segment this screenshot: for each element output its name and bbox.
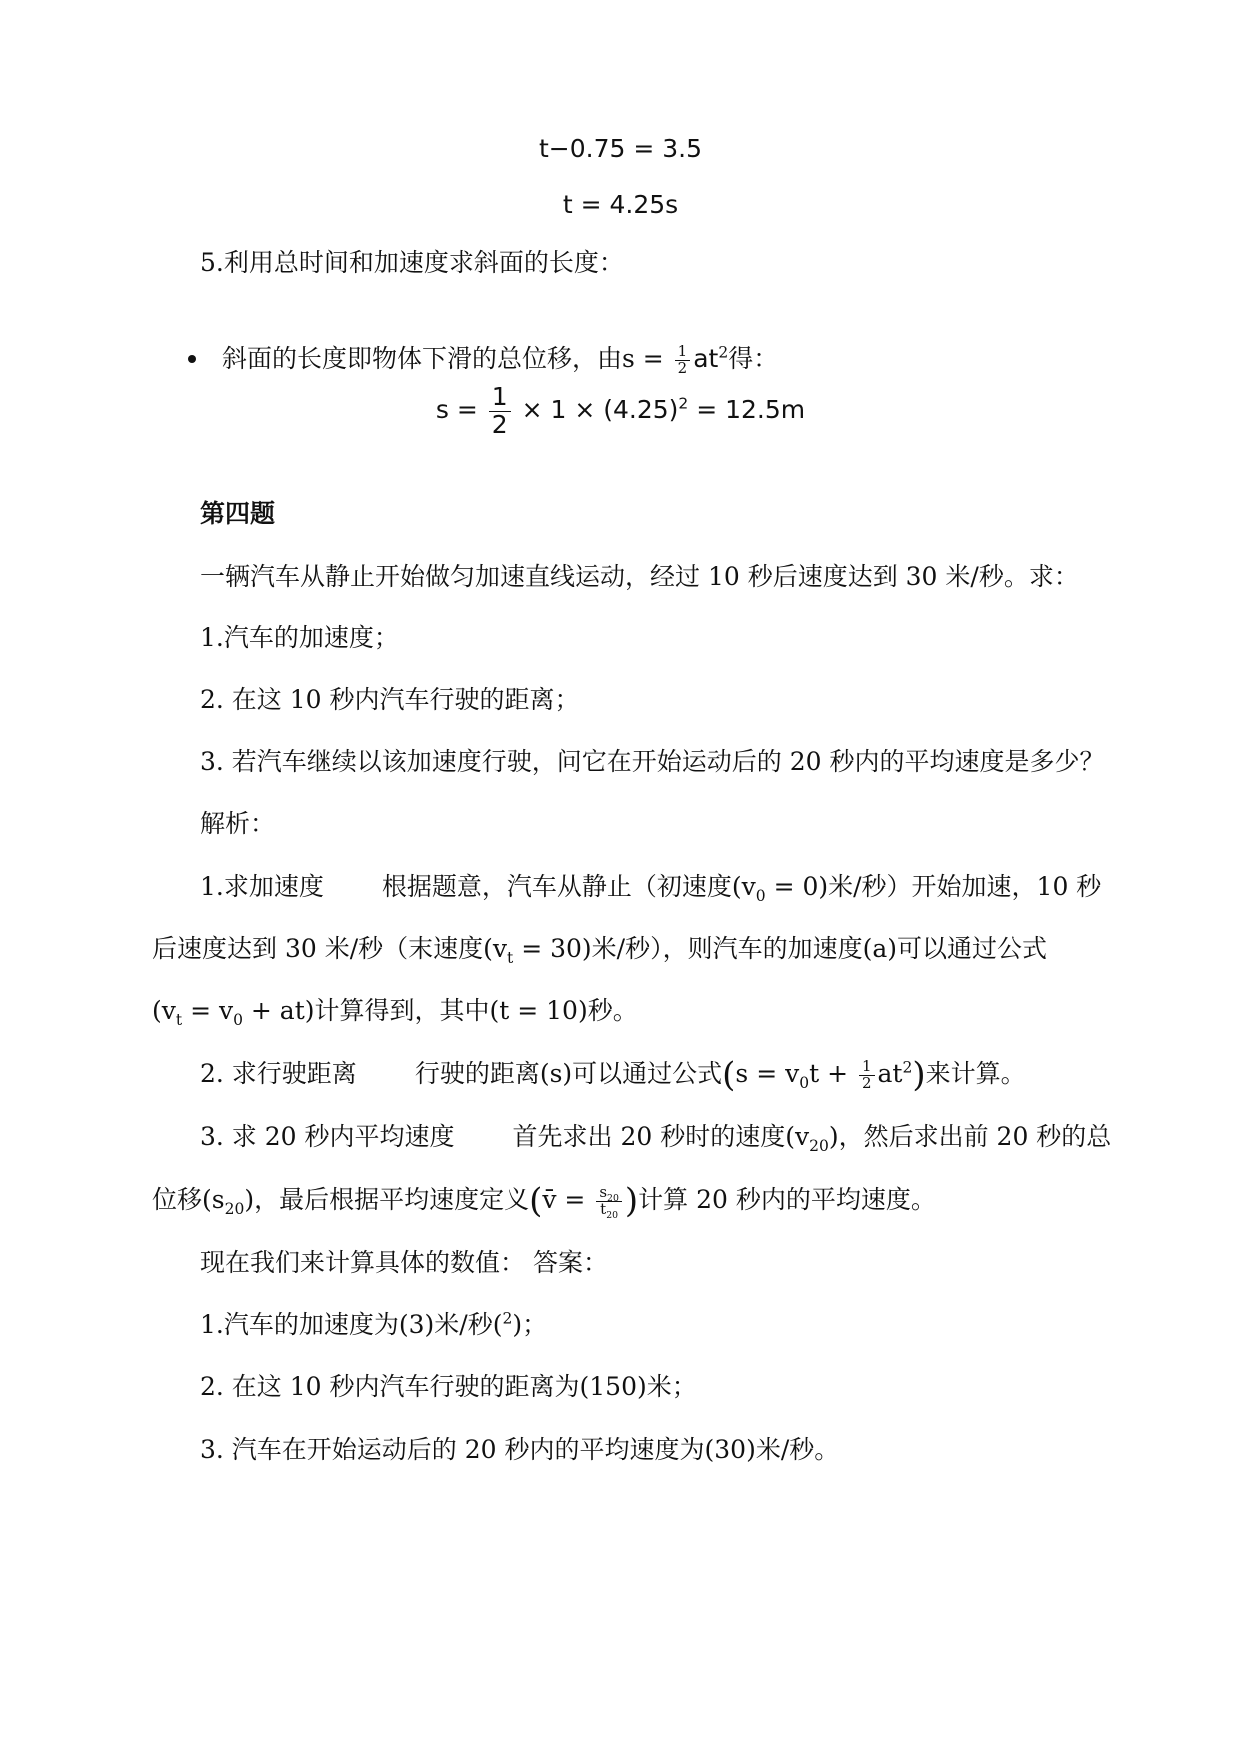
solution-1-line-3: $(v_t = v_0 + at)$计算得到，其中(t = 10)秒。	[152, 996, 638, 1029]
fraction-half-large: $\frac{1}{2}$	[489, 384, 511, 438]
solution-3-line-2: 位移$(s_{20})$，最后根据平均速度定义(v̄ = $\frac{s_{20}}{t_{20}}$ )计算 20 秒内的平均速度。	[152, 1181, 936, 1221]
equation-t-result: t = 4.25s	[562, 190, 679, 219]
section-heading: 第四题	[200, 499, 276, 528]
question-1: 1.汽车的加速度；	[200, 623, 399, 652]
problem-statement: 一辆汽车从静止开始做匀加速直线运动，经过 10 秒后速度达到 30 米/秒。求：	[200, 562, 1079, 591]
bullet-text: 斜面的长度即物体下滑的总位移，由s = $\frac{1}{2}$ $at^2$得：	[222, 342, 779, 377]
solution-1-line-2: 后速度达到 30 米/秒（末速度$(v_t = 30)$米/秒），则汽车的加速度(a)可以通过公式	[152, 934, 1047, 967]
step-5-text: 5.利用总时间和加速度求斜面的长度：	[200, 248, 624, 277]
bullet-dot	[188, 355, 196, 363]
answer-3: 3. 汽车在开始运动后的 20 秒内的平均速度为(30)米/秒。	[200, 1435, 840, 1464]
solution-3-line-1: 3. 求 20 秒内平均速度 首先求出 20 秒时的速度$(v_{20})$，然后求出前 20 秒的总	[200, 1122, 1112, 1155]
equation-s-length: s = $\frac{1}{2}$ × $1 \times (4.25)^2 = 12.5m$	[435, 382, 806, 439]
question-3: 3. 若汽车继续以该加速度行驶，问它在开始运动后的 20 秒内的平均速度是多少？	[200, 747, 1105, 776]
analysis-label: 解析：	[200, 809, 276, 838]
fraction-half-formula: $\frac{1}{2}$	[859, 1059, 875, 1092]
answer-1: 1.汽车的加速度为(3)米/秒($^2$)；	[200, 1309, 548, 1339]
fraction-half: $\frac{1}{2}$	[675, 344, 691, 377]
solution-1-line-1: 1.求加速度 根据题意，汽车从静止（初速度$(v_0 = 0)$米/秒）开始加速，10 秒	[200, 872, 1102, 905]
calculation-intro: 现在我们来计算具体的数值： 答案：	[200, 1248, 608, 1277]
answer-2: 2. 在这 10 秒内汽车行驶的距离为(150)米；	[200, 1372, 697, 1401]
fraction-average-speed: $\frac{s_{20}}{t_{20}}$	[596, 1185, 622, 1218]
solution-2-line: 2. 求行驶距离 行驶的距离(s)可以通过公式($s = v_0t$ + $\frac{1}{2}$ $at^2$)来计算。	[200, 1055, 1026, 1095]
equation-t-minus: t−0.75 = 3.5	[538, 134, 702, 163]
question-2: 2. 在这 10 秒内汽车行驶的距离；	[200, 685, 580, 714]
